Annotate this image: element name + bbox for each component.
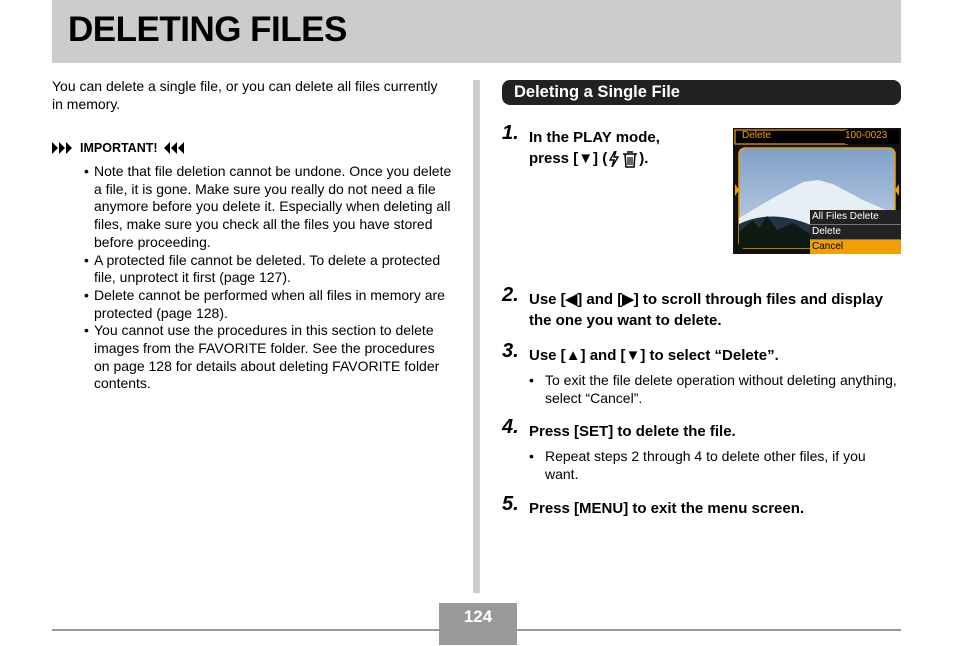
title-bar: [52, 0, 901, 63]
section-heading: [502, 80, 901, 105]
step-text: Press [SET] to delete the file.: [529, 423, 736, 440]
bullet-text: You cannot use the procedures in this section to delete images from the FAVORITE folder. See the procedures on page 128 for details about deleting FAVORITE folder contents.: [94, 322, 440, 392]
list-item: [84, 252, 454, 287]
column-divider: [473, 80, 480, 593]
arrows-left-icon: [164, 142, 186, 154]
arrows-right-icon: [52, 142, 74, 154]
step-number: 1.: [502, 122, 519, 144]
important-label: IMPORTANT!: [80, 141, 158, 155]
bullet-dot: •: [84, 163, 89, 179]
page-number-tab: [439, 631, 517, 645]
section-heading-text: Deleting a Single File: [514, 83, 680, 101]
trash-icon: [622, 150, 638, 168]
bullet-dot: •: [84, 251, 89, 268]
menu-item-all-files-delete[interactable]: All Files Delete: [810, 210, 901, 225]
list-item: [84, 163, 454, 252]
list-item: [84, 322, 454, 393]
important-list: [84, 163, 454, 393]
bullet-dot: •: [529, 448, 534, 464]
step-4-note: [529, 448, 899, 483]
page-title: DELETING FILES: [68, 10, 347, 49]
step-text: Use [◀] and [▶] to scroll through files and display the one you want to delete.: [529, 291, 883, 329]
step-number: 5.: [502, 493, 519, 515]
step-text-line2: press [▼] (: [529, 149, 608, 167]
camera-menu: [810, 210, 901, 254]
step-text-line1: In the PLAY mode,: [529, 129, 660, 146]
step-text: Use [▲] and [▼] to select “Delete”.: [529, 347, 779, 364]
intro-text: You can delete a single file, or you can delete all files currently in memory.: [52, 78, 438, 112]
step-number: 2.: [502, 284, 519, 306]
step-text: Press [MENU] to exit the menu screen.: [529, 500, 805, 517]
bullet-text: Delete cannot be performed when all files in memory are protected (page 128).: [94, 286, 445, 321]
bullet-dot: •: [84, 286, 89, 303]
bullet-dot: •: [84, 322, 89, 339]
step-text-line2-end: ).: [639, 149, 649, 167]
step-number: 3.: [502, 340, 519, 362]
file-number: 100-0023: [845, 130, 888, 141]
step-3-note: [529, 372, 899, 407]
step-number: 4.: [502, 416, 519, 438]
important-heading: [52, 141, 186, 155]
menu-item-cancel[interactable]: Cancel: [810, 240, 901, 254]
mode-label: Delete: [742, 130, 771, 141]
page-number: 124: [463, 607, 493, 626]
note-text: Repeat steps 2 through 4 to delete other files, if you want.: [545, 448, 866, 482]
page-number-box: [439, 603, 517, 629]
bullet-text: Note that file deletion cannot be undone. Once you delete a file, it is gone. Make sure you really do not need a file anymore before you delete it. Especially when deleting all files, make sure you check all the files you have stored before proceeding.: [94, 163, 452, 250]
menu-item-delete[interactable]: Delete: [810, 225, 901, 240]
flash-icon: [609, 151, 619, 167]
bullet-dot: •: [529, 372, 534, 388]
camera-screen: [733, 128, 901, 254]
bullet-text: A protected file cannot be deleted. To delete a protected file, unprotect it first (page 127).: [94, 251, 441, 286]
list-item: [84, 287, 454, 322]
note-text: To exit the file delete operation without deleting anything, select “Cancel”.: [545, 372, 897, 406]
